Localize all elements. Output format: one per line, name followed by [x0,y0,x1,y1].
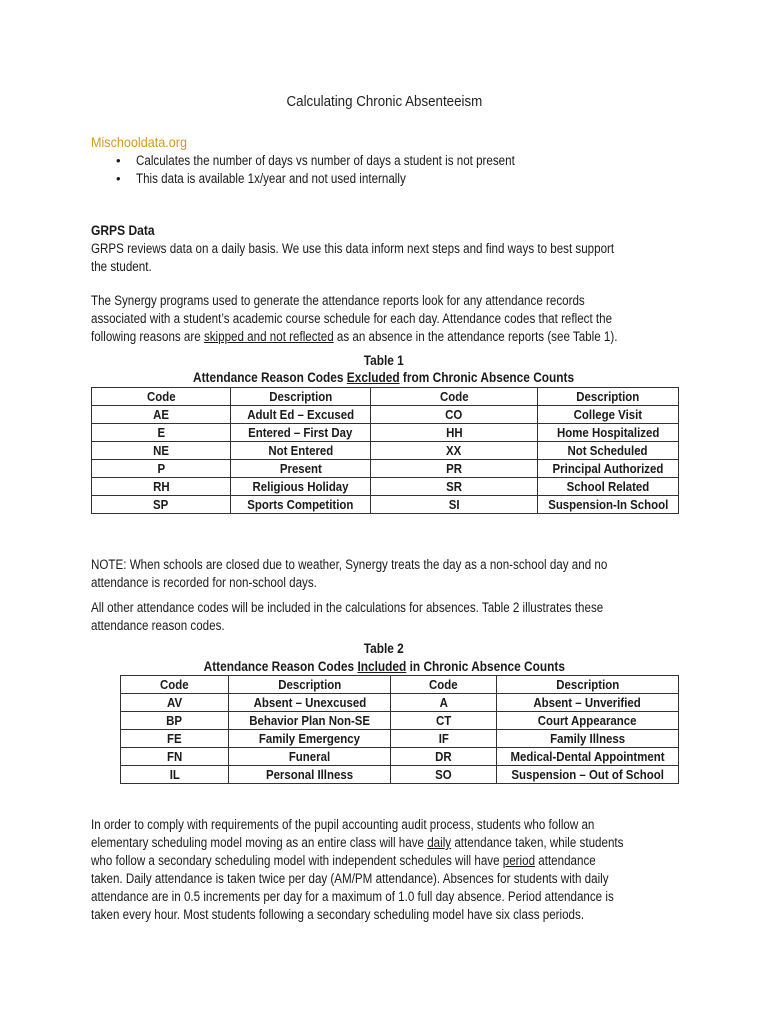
audit-paragraph: In order to comply with requirements of the pupil accounting audit process, students who follow an elementary scheduling model moving as an entire class will have daily attendance taken, while students who follow a secondary scheduling model with independent schedules will have period attendance taken. Daily attendance is taken twice per day (AM/PM attendance). Absences for students with daily attendance are in 0.5 increments per day for a maximum of 1.0 full day absence. Period attendance is taken every hour. Most students following a secondary scheduling model have six class periods. [91,817,624,922]
code-cell: DR [391,748,497,766]
code-cell: SI [371,496,538,514]
code-cell: AE [92,406,231,424]
description-cell: Personal Illness [229,766,391,784]
table2-caption: Attendance Reason Codes Included in Chronic Absence Counts [203,659,565,674]
table1 [91,387,679,514]
table1-label: Table 1 [363,353,405,368]
description-cell: Family Emergency [229,730,391,748]
description-cell: School Related [538,478,679,496]
column-header: Description [231,388,371,406]
description-cell: Funeral [229,748,391,766]
code-cell: IL [121,766,229,784]
document-title: Calculating Chronic Absenteeism [286,94,482,110]
description-cell: Suspension – Out of School [497,766,679,784]
table1-caption: Attendance Reason Codes Excluded from Chronic Absence Counts [193,370,575,385]
description-cell: Court Appearance [497,712,679,730]
table-row [121,766,679,784]
bullet-item: • This data is available 1x/year and not used internally [91,170,691,188]
code-cell: SR [371,478,538,496]
code-cell: NE [92,442,231,460]
description-cell: Absent – Unexcused [229,694,391,712]
code-cell: A [391,694,497,712]
column-header: Description [538,388,679,406]
description-cell: Not Entered [231,442,371,460]
description-cell: Behavior Plan Non-SE [229,712,391,730]
table-row [92,496,679,514]
column-header: Description [497,676,679,694]
table-row [92,478,679,496]
mischooldata-link[interactable]: Mischooldata.org [91,134,187,150]
table-row [121,748,679,766]
code-cell: P [92,460,231,478]
table-row [92,460,679,478]
description-cell: Medical-Dental Appointment [497,748,679,766]
description-cell: College Visit [538,406,679,424]
other-codes-paragraph: All other attendance codes will be included in the calculations for absences. Table 2 illustrates these attendance reason codes. [91,600,604,633]
code-cell: FN [121,748,229,766]
column-header: Code [92,388,231,406]
code-cell: CO [371,406,538,424]
description-cell: Family Illness [497,730,679,748]
table-row [121,712,679,730]
code-cell: SO [391,766,497,784]
bullet-item: • Calculates the number of days vs number of days a student is not present [91,152,691,170]
code-cell: RH [92,478,231,496]
description-cell: Principal Authorized [538,460,679,478]
table-header-row [121,676,679,694]
synergy-paragraph: The Synergy programs used to generate the attendance reports look for any attendance records associated with a student’s academic course schedule for each day. Attendance codes that reflect the following reasons are skipped and not reflected as an absence in the attendance reports (see Table 1). [91,293,618,344]
code-cell: SP [92,496,231,514]
description-cell: Adult Ed – Excused [231,406,371,424]
note-paragraph: NOTE: When schools are closed due to weather, Synergy treats the day as a non-school day and no attendance is recorded for non-school days. [91,557,608,590]
code-cell: XX [371,442,538,460]
code-cell: BP [121,712,229,730]
column-header: Description [229,676,391,694]
table-row [121,730,679,748]
table-header-row [92,388,679,406]
description-cell: Home Hospitalized [538,424,679,442]
code-cell: PR [371,460,538,478]
table2 [120,675,679,784]
code-cell: AV [121,694,229,712]
code-cell: FE [121,730,229,748]
column-header: Code [121,676,229,694]
description-cell: Absent – Unverified [497,694,679,712]
table-row [92,442,679,460]
description-cell: Present [231,460,371,478]
grps-paragraph: GRPS reviews data on a daily basis. We use this data inform next steps and find ways to best support the student. [91,241,615,274]
table-row [121,694,679,712]
code-cell: E [92,424,231,442]
description-cell: Religious Holiday [231,478,371,496]
description-cell: Sports Competition [231,496,371,514]
bullet-list [91,152,691,188]
description-cell: Not Scheduled [538,442,679,460]
column-header: Code [371,388,538,406]
code-cell: CT [391,712,497,730]
grps-heading: GRPS Data [91,222,155,238]
description-cell: Suspension-In School [538,496,679,514]
code-cell: IF [391,730,497,748]
table-row [92,424,679,442]
table-row [92,406,679,424]
description-cell: Entered – First Day [231,424,371,442]
code-cell: HH [371,424,538,442]
column-header: Code [391,676,497,694]
table2-label: Table 2 [363,641,405,656]
